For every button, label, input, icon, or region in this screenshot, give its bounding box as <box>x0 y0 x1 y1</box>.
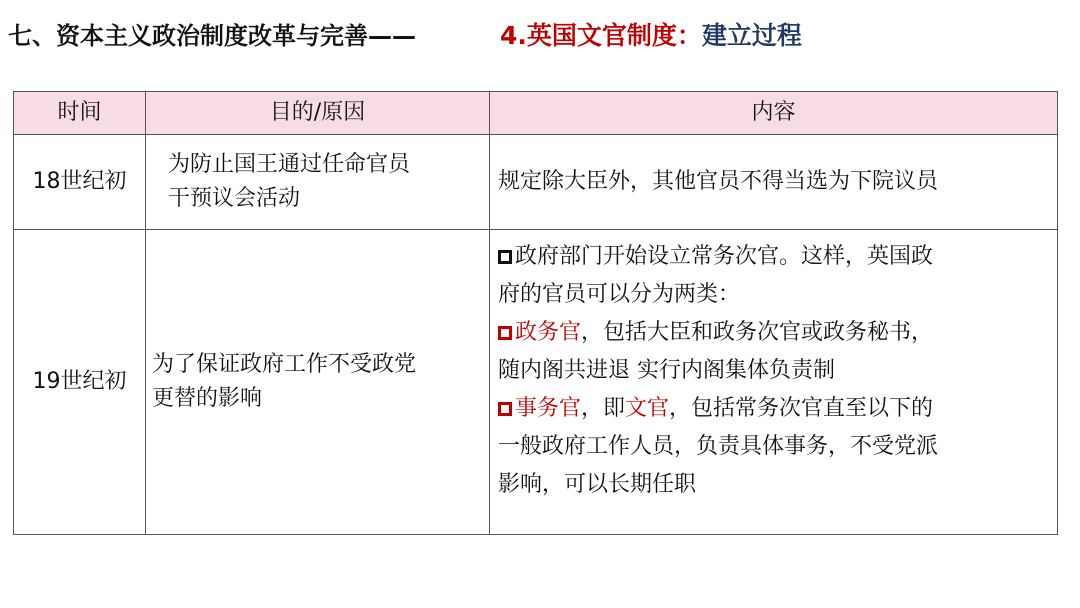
topic-title <box>500 16 802 52</box>
content-p1-line1-text: 政府部门开始设立常务次官。这样，英国政 <box>515 244 934 269</box>
checkbox-square-icon <box>498 250 512 264</box>
header-reason: 目的/原因 <box>146 92 490 135</box>
topic-title-blue: 建立过程 <box>701 21 802 50</box>
row1-reason <box>146 135 490 230</box>
content-p1-line2: 府的官员可以分为两类： <box>498 282 741 307</box>
row1-content: 规定除大臣外，其他官员不得当选为下院议员 <box>490 135 1058 230</box>
checkbox-square-red-icon <box>498 326 512 340</box>
section-title: 七、资本主义政治制度改革与完善—— <box>8 22 416 50</box>
row1-reason-line2: 干预议会活动 <box>168 186 301 211</box>
civil-service-table <box>13 91 1058 535</box>
table-row <box>14 230 1058 535</box>
row2-time: 19世纪初 <box>14 230 146 535</box>
content-p3-line1 <box>498 390 1049 428</box>
content-p3-line2: 一般政府工作人员，负责具体事务，不受党派 <box>498 434 939 459</box>
row2-reason-line1: 为了保证政府工作不受政党 <box>152 352 417 377</box>
checkbox-square-red-icon <box>498 402 512 416</box>
header-time: 时间 <box>14 92 146 135</box>
content-p1-line1 <box>498 238 1049 276</box>
table-header-row <box>14 92 1058 135</box>
row1-time: 18世纪初 <box>14 135 146 230</box>
row2-reason <box>146 230 490 535</box>
civil-servants-label: 文官 <box>625 396 670 421</box>
table-row <box>14 135 1058 230</box>
content-p2-line1-rest: ，包括大臣和政务次官或政务秘书， <box>581 320 934 345</box>
content-p3-mid: ，即 <box>581 396 626 421</box>
slide-header <box>8 12 1068 52</box>
content-p3-line3: 影响，可以长期任职 <box>498 472 697 497</box>
content-p2-line2: 随内阁共进退 实行内阁集体负责制 <box>498 358 835 383</box>
row2-reason-line2: 更替的影响 <box>152 386 263 411</box>
content-p3-line1-rest: ，包括常务次官直至以下的 <box>669 396 934 421</box>
political-officials-label: 政务官 <box>515 320 582 345</box>
row2-content <box>490 230 1058 535</box>
header-content: 内容 <box>490 92 1058 135</box>
administrative-officials-label: 事务官 <box>515 396 582 421</box>
row1-reason-line1: 为防止国王通过任命官员 <box>168 152 411 177</box>
content-p2-line1 <box>498 314 1049 352</box>
topic-title-red: 4.英国文官制度： <box>500 21 702 50</box>
